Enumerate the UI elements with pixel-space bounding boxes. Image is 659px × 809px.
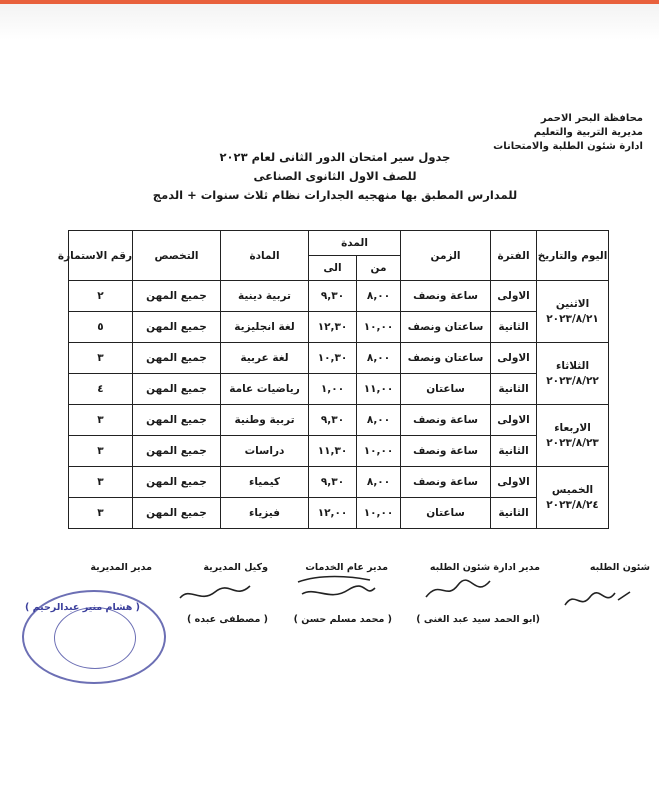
- table-row: [69, 467, 609, 498]
- table-row: [69, 343, 609, 374]
- cell-to: ٩,٣٠: [309, 405, 357, 436]
- cell-form: ٣: [69, 467, 133, 498]
- stamp-eagle-emblem: [54, 607, 136, 669]
- day-name: الاثنين: [555, 297, 590, 310]
- cell-form: ٣: [69, 498, 133, 529]
- cell-form: ٥: [69, 312, 133, 343]
- header-specialty: التخصص: [133, 231, 221, 281]
- sig-affairs-manager-name: (ابو الحمد سيد عبد الغنى ): [416, 614, 540, 625]
- table-row: [69, 312, 609, 343]
- day-name: الخميس: [551, 483, 594, 496]
- day-date: ٢٠٢٣/٨/٢٣: [546, 436, 599, 449]
- sig-director-name: ( هشام منير عبدالرحيم ): [24, 602, 140, 613]
- header-subject: المادة: [221, 231, 309, 281]
- day-date: ٢٠٢٣/٨/٢١: [546, 312, 599, 325]
- cell-from: ٨,٠٠: [357, 281, 401, 312]
- document-title: [150, 148, 520, 205]
- official-stamp: [22, 590, 166, 684]
- cell-period: الثانية: [491, 312, 537, 343]
- cell-time: ساعتان ونصف: [401, 312, 491, 343]
- cell-specialty: جميع المهن: [133, 405, 221, 436]
- cell-to: ١,٠٠: [309, 374, 357, 405]
- header-day: اليوم والتاريخ: [537, 231, 609, 281]
- cell-time: ساعتان: [401, 374, 491, 405]
- sig-affairs-title: شئون الطلبه: [589, 562, 650, 573]
- signature-scribble-deputy: [175, 580, 255, 610]
- cell-subject: تربية دينية: [221, 281, 309, 312]
- cell-time: ساعة ونصف: [401, 436, 491, 467]
- cell-form: ٣: [69, 405, 133, 436]
- cell-form: ٣: [69, 343, 133, 374]
- cell-from: ١٠,٠٠: [357, 498, 401, 529]
- cell-to: ٩,٣٠: [309, 281, 357, 312]
- table-row: [69, 436, 609, 467]
- title-line-2: للصف الاول الثانوى الصناعى: [253, 169, 417, 183]
- cell-specialty: جميع المهن: [133, 312, 221, 343]
- header-time: الزمن: [401, 231, 491, 281]
- exam-schedule-table: [57, 230, 609, 529]
- cell-to: ١٢,٣٠: [309, 312, 357, 343]
- cell-specialty: جميع المهن: [133, 281, 221, 312]
- cell-time: ساعة ونصف: [401, 281, 491, 312]
- org-line-administration: ادارة شئون الطلبة والامتحانات: [493, 141, 643, 152]
- schedule-body: [69, 281, 609, 529]
- cell-to: ١٢,٠٠: [309, 498, 357, 529]
- header-period: الفترة: [491, 231, 537, 281]
- cell-period: الثانية: [491, 498, 537, 529]
- cell-from: ٨,٠٠: [357, 405, 401, 436]
- cell-from: ١١,٠٠: [357, 374, 401, 405]
- sig-affairs-manager-title: مدير ادارة شئون الطلبه: [429, 562, 540, 573]
- cell-subject: لغة عربية: [221, 343, 309, 374]
- day-date: ٢٠٢٣/٨/٢٢: [546, 374, 599, 387]
- cell-form: ٢: [69, 281, 133, 312]
- cell-period: الاولى: [491, 281, 537, 312]
- cell-time: ساعة ونصف: [401, 405, 491, 436]
- signature-scribble-affairs-manager: [420, 575, 500, 605]
- signature-scribble-affairs: [560, 585, 640, 613]
- cell-subject: تربية وطنية: [221, 405, 309, 436]
- cell-subject: دراسات: [221, 436, 309, 467]
- cell-time: ساعتان ونصف: [401, 343, 491, 374]
- table-row: [69, 374, 609, 405]
- table-row: [69, 498, 609, 529]
- day-cell: [537, 467, 609, 529]
- cell-specialty: جميع المهن: [133, 374, 221, 405]
- cell-time: ساعتان: [401, 498, 491, 529]
- cell-from: ١٠,٠٠: [357, 312, 401, 343]
- sig-deputy-title: وكيل المديرية: [203, 562, 268, 573]
- day-date: ٢٠٢٣/٨/٢٤: [546, 498, 599, 511]
- day-cell: [537, 343, 609, 405]
- cell-from: ٨,٠٠: [357, 467, 401, 498]
- cell-period: الثانية: [491, 374, 537, 405]
- table-row: [69, 405, 609, 436]
- day-cell: [537, 405, 609, 467]
- header-duration: المدة: [309, 231, 401, 256]
- cell-to: ٩,٣٠: [309, 467, 357, 498]
- cell-from: ٨,٠٠: [357, 343, 401, 374]
- cell-subject: فيزياء: [221, 498, 309, 529]
- cell-period: الثانية: [491, 436, 537, 467]
- cell-specialty: جميع المهن: [133, 467, 221, 498]
- cell-time: ساعة ونصف: [401, 467, 491, 498]
- cell-form: ٣: [69, 436, 133, 467]
- sig-deputy-name: ( مصطفى عبده ): [186, 614, 268, 625]
- signature-scribble-services-manager: [290, 572, 380, 606]
- cell-from: ١٠,٠٠: [357, 436, 401, 467]
- header-form-number: رقم الاستمارة: [69, 231, 133, 281]
- cell-specialty: جميع المهن: [133, 436, 221, 467]
- day-name: الاربعاء: [554, 421, 591, 434]
- cell-subject: لغة انجليزية: [221, 312, 309, 343]
- org-line-directorate: مديرية التربية والتعليم: [533, 127, 643, 138]
- title-line-1: جدول سير امتحان الدور الثانى لعام ٢٠٢٣: [219, 150, 451, 164]
- header-to: الى: [309, 256, 357, 281]
- cell-period: الاولى: [491, 343, 537, 374]
- cell-subject: كيمياء: [221, 467, 309, 498]
- cell-to: ١١,٣٠: [309, 436, 357, 467]
- org-line-governorate: محافظة البحر الاحمر: [540, 113, 643, 124]
- cell-period: الاولى: [491, 467, 537, 498]
- cell-period: الاولى: [491, 405, 537, 436]
- title-line-3: للمدارس المطبق بها منهجيه الجدارات نظام ثلاث سنوات + الدمج: [152, 188, 518, 202]
- header-from: من: [357, 256, 401, 281]
- day-name: الثلاثاء: [555, 359, 590, 372]
- cell-subject: رياضيات عامة: [221, 374, 309, 405]
- day-cell: [537, 281, 609, 343]
- cell-specialty: جميع المهن: [133, 498, 221, 529]
- top-shade: [0, 4, 659, 40]
- sig-services-manager-name: ( محمد مسلم حسن ): [293, 614, 392, 625]
- sig-director-title: مدير المديرية: [90, 562, 152, 573]
- sig-services-manager-title: مدير عام الخدمات: [305, 562, 388, 573]
- cell-to: ١٠,٣٠: [309, 343, 357, 374]
- cell-specialty: جميع المهن: [133, 343, 221, 374]
- header-row: [69, 231, 609, 256]
- cell-form: ٤: [69, 374, 133, 405]
- table-row: [69, 281, 609, 312]
